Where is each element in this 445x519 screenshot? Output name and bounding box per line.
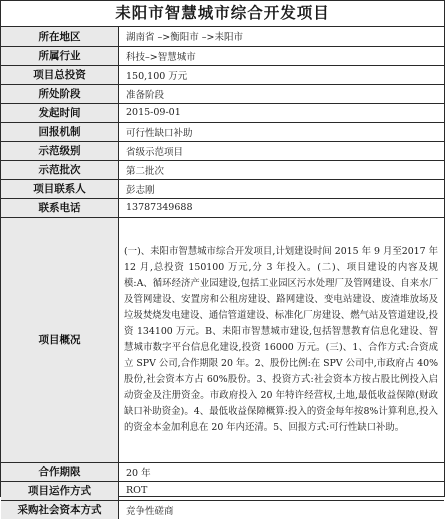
row-value: 科技–>智慧城市: [119, 46, 445, 65]
row-value: 湖南省 –>衡阳市 –>耒阳市: [119, 27, 445, 46]
row-label: 项目总投资: [1, 65, 119, 84]
row-value: 可行性缺口补助: [119, 122, 445, 141]
table-row: [1, 160, 444, 179]
row-value: 13787349688: [119, 198, 445, 217]
row-label: 回报机制: [1, 122, 119, 141]
row-value: 省级示范项目: [119, 141, 445, 160]
row-value: 准备阶段: [119, 84, 445, 103]
row-label: 项目运作方式: [1, 481, 119, 500]
table-row: [1, 141, 444, 160]
table-row: [1, 481, 444, 500]
project-info-table: [1, 27, 444, 519]
row-label: 项目概况: [1, 217, 119, 462]
row-label: 所属行业: [1, 46, 119, 65]
table-row: [1, 500, 444, 519]
table-row: [1, 179, 444, 198]
table-body: [1, 27, 444, 519]
row-label: 合作期限: [1, 462, 119, 481]
table-row: [1, 122, 444, 141]
row-label: 项目联系人: [1, 179, 119, 198]
table-row: [1, 27, 444, 46]
row-label: 发起时间: [1, 103, 119, 122]
table-row: [1, 462, 444, 481]
row-label: 示范批次: [1, 160, 119, 179]
row-value: 竞争性磋商: [119, 500, 445, 519]
row-value: 第二批次: [119, 160, 445, 179]
table-row: [1, 84, 444, 103]
row-label: 采购社会资本方式: [1, 500, 119, 519]
table-row: [1, 65, 444, 84]
sheet-title: 耒阳市智慧城市综合开发项目: [1, 1, 444, 27]
table-row: [1, 217, 444, 462]
table-row: [1, 103, 444, 122]
row-label: 所处阶段: [1, 84, 119, 103]
table-row: [1, 46, 444, 65]
row-value: 20 年: [119, 462, 445, 481]
row-value: (一)、耒阳市智慧城市综合开发项目,计划建设时间 2015 年 9 月至2017 年 12 月,总投资 150100 万元,分 3 年投入。(二)、项目建设的内容及规模:A、循环经济产业园建设,包括工业园区污水处理厂及管网建设、自来水厂及管网建设、安置房和公租房建设、路网建设、变电站建设、废渣堆放场及垃圾焚烧发电建设、通信管道建设、标准化厂房建设、燃气站及管道建设,投资 134100 万元。B、耒阳市智慧城市建设,包括智慧教育信息化建设、智慧城市数字平台信息化建设,投资 16000 万元。(三)、1、合作方式:合资成立 SPV 公司,合作期限 20 年。2、股份比例:在 SPV 公司中,市政府占 40%股份,社会资本方占 60%股份。3、投资方式:社会资本方按占股比例投入启动资金及注册资金。市政府投入 20 年特许经营权,土地,最低收益保障(财政缺口补助资金)。4、最低收益保障概算:投入的资金每年按8%计算利息,投入的资金本金加利息在 20 年内还清。5、回报方式:可行性缺口补助。: [119, 217, 445, 462]
row-label: 联系电话: [1, 198, 119, 217]
row-value: ROT: [119, 481, 445, 500]
table-row: [1, 198, 444, 217]
row-value: 150,100 万元: [119, 65, 445, 84]
row-value: 彭志刚: [119, 179, 445, 198]
row-label: 所在地区: [1, 27, 119, 46]
row-label: 示范级别: [1, 141, 119, 160]
row-value: 2015-09-01: [119, 103, 445, 122]
